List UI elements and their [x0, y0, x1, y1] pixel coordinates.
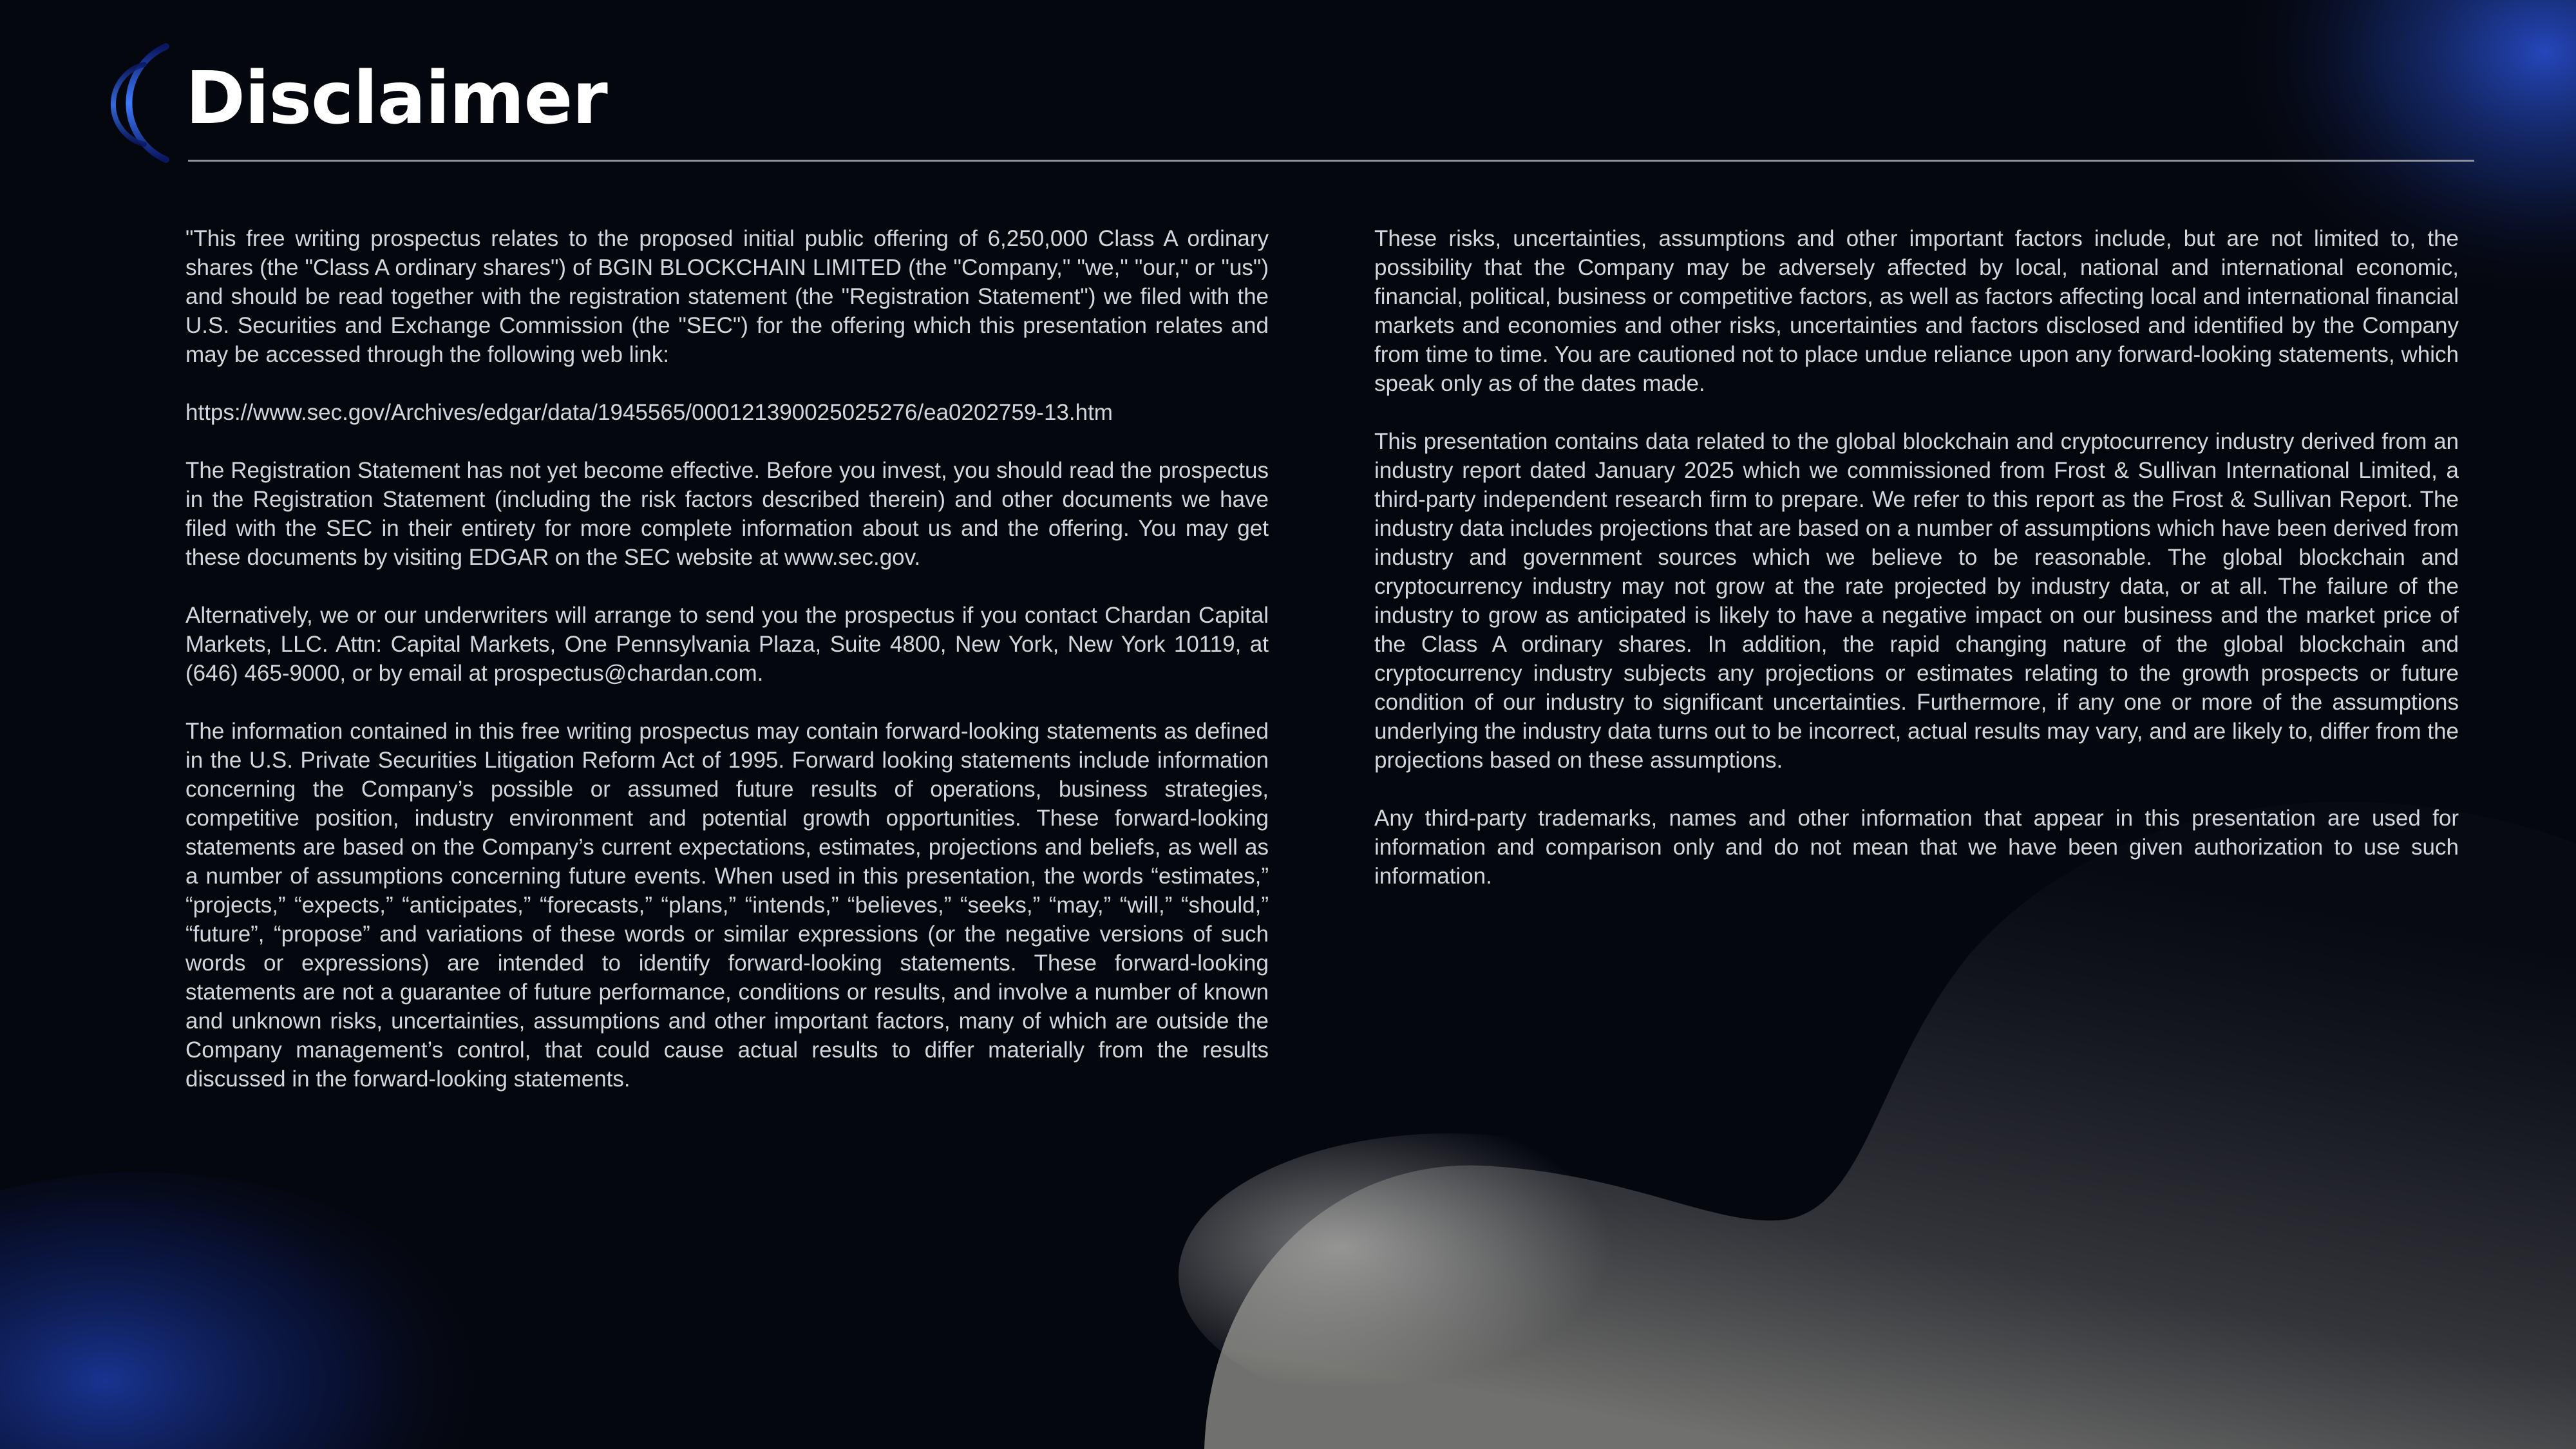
trademarks-paragraph: Any third-party trademarks, names and other information that appear in this presentation are used for information and comparison only and do not mean that we have been given authorization to use such information. — [1374, 806, 2459, 889]
forward-looking-paragraph: The information contained in this free writing prospectus may contain forward-looking statements as defined in the U.S. Private Securities Litigation Reform Act of 1995. Forward looking statements include information concerning the Company’s possible or assumed future results of operations, business strategies, competitive position, industry environment and potential growth opportunities. These forward-looking statements are based on the Company’s current expectations, estimates, projections and beliefs, as well as a number of assumptions concerning future events. When used in this presentation, the words “estimates,” “projects,” “expects,” “anticipates,” “forecasts,” “plans,” “intends,” “believes,” “seeks,” “may,” “will,” “should,” “future”, “propose” and variations of these words or similar expressions (or the negative versions of such words or expressions) are intended to identify forward-looking statements. These forward-looking statements are not a guarantee of future performance, conditions or results, and involve a number of known and unknown risks, uncertainties, assumptions and other important factors, many of which are outside the Company management’s control, that could cause actual results to differ materially from the results discussed in the forward-looking statements. — [185, 719, 1269, 1092]
left-text-column — [185, 224, 1269, 1122]
registration-paragraph: The Registration Statement has not yet become effective. Before you invest, you should read the prospectus in the Registration Statement (including the risk factors described therein) and other documents we have filed with the SEC in their entirety for more complete information about us and the offering. You may get these documents by visiting EDGAR on the SEC website at www.sec.gov. — [185, 458, 1269, 570]
intro-paragraph: "This free writing prospectus relates to the proposed initial public offering of 6,250,000 Class A ordinary shares (the "Class A ordinary shares") of BGIN BLOCKCHAIN LIMITED (the "Company," "we," "our," or "us") and should be read together with the registration statement (the "Registration Statement") we filed with the U.S. Securities and Exchange Commission (the "SEC") for the offering which this presentation relates and may be accessed through the following web link: — [185, 226, 1269, 367]
industry-data-paragraph: This presentation contains data related to the global blockchain and cryptocurrency industry derived from an industry report dated January 2025 which we commissioned from Frost & Sullivan International Limited, a third-party independent research firm to prepare. We refer to this report as the Frost & Sullivan Report. The industry data includes projections that are based on a number of assumptions which have been derived from industry and government sources which we believe to be reasonable. The global blockchain and cryptocurrency industry may not grow at the rate projected by industry data, or at all. The failure of the industry to grow as anticipated is likely to have a negative impact on our business and the market price of the Class A ordinary shares. In addition, the rapid changing nature of the global blockchain and cryptocurrency industry subjects any projections or estimates relating to the growth prospects or future condition of our industry to significant uncertainties. Furthermore, if any one or more of the assumptions underlying the industry data turns out to be incorrect, actual results may vary, and are likely to, differ from the projections based on these assumptions. — [1374, 429, 2459, 773]
right-text-column — [1374, 224, 2459, 920]
sec-link-text: https://www.sec.gov/Archives/edgar/data/1945565/000121390025025276/ea0202759-13.htm — [185, 400, 1113, 425]
underwriters-paragraph: Alternatively, we or our underwriters will arrange to send you the prospectus if you contact Chardan Capital Markets, LLC. Attn: Capital Markets, One Pennsylvania Plaza, Suite 4800, New York, New York 10119, at (646) 465-9000, or by email at prospectus@chardan.com. — [185, 603, 1269, 686]
bottom-left-blue-glow — [0, 1172, 502, 1449]
page-title: Disclaimer — [185, 57, 607, 140]
gray-wave-highlight — [1179, 1133, 1719, 1417]
title-divider — [188, 160, 2474, 162]
risks-paragraph: These risks, uncertainties, assumptions and other important factors include, but are not limited to, the possibility that the Company may be adversely affected by local, national and international economic, financial, political, business or competitive factors, as well as factors affecting local and international financial markets and economies and other risks, uncertainties and factors disclosed and identified by the Company from time to time. You are cautioned not to place undue reliance upon any forward-looking statements, which speak only as of the dates made. — [1374, 226, 2459, 396]
